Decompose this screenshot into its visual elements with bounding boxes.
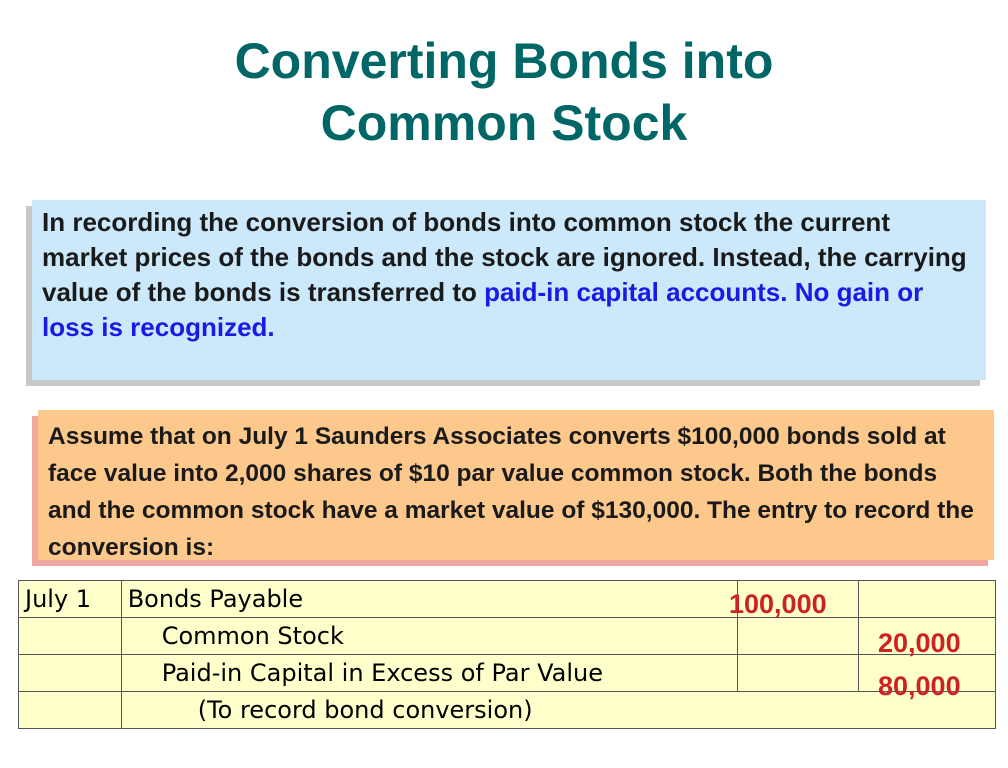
account-cell: Common Stock <box>121 618 738 655</box>
example-box <box>38 410 994 560</box>
slide-title-line-1: Converting Bonds into <box>234 33 774 89</box>
debit-cell <box>738 618 859 655</box>
date-cell: July 1 <box>19 581 122 618</box>
info-box <box>32 200 986 380</box>
info-text <box>42 205 976 345</box>
date-cell <box>19 618 122 655</box>
table-row <box>19 618 996 655</box>
account-cell: Paid-in Capital in Excess of Par Value <box>121 655 738 692</box>
account-cell: (To record bond conversion) <box>121 692 995 729</box>
date-cell <box>19 655 122 692</box>
table-row <box>19 581 996 618</box>
table-row <box>19 692 996 729</box>
info-text-plain: In recording the conversion of bonds into common stock the current market prices of the bonds and the stock are ignored. Instead, the carrying value of the bonds is transferred to <box>42 207 967 307</box>
info-text-highlight: paid-in capital accounts. No gain or loss is recognized. <box>42 277 924 342</box>
date-cell <box>19 692 122 729</box>
slide-title-line-2: Common Stock <box>320 95 688 151</box>
example-text: Assume that on July 1 Saunders Associates converts $100,000 bonds sold at face value into 2,000 shares of $10 par value common stock. Both the bonds and the common stock have a market value of $130,000. The entry to record the conversion is: <box>48 423 974 561</box>
table-row <box>19 655 996 692</box>
debit-amount-bonds-payable: 100,000 <box>729 589 827 619</box>
journal-entry-table <box>18 580 996 729</box>
account-cell: Bonds Payable <box>121 581 738 618</box>
credit-amount-common-stock: 20,000 <box>878 628 961 658</box>
debit-cell <box>738 655 859 692</box>
credit-cell <box>858 581 995 618</box>
credit-amount-paid-in-capital: 80,000 <box>878 671 961 701</box>
slide-title <box>0 30 1008 154</box>
